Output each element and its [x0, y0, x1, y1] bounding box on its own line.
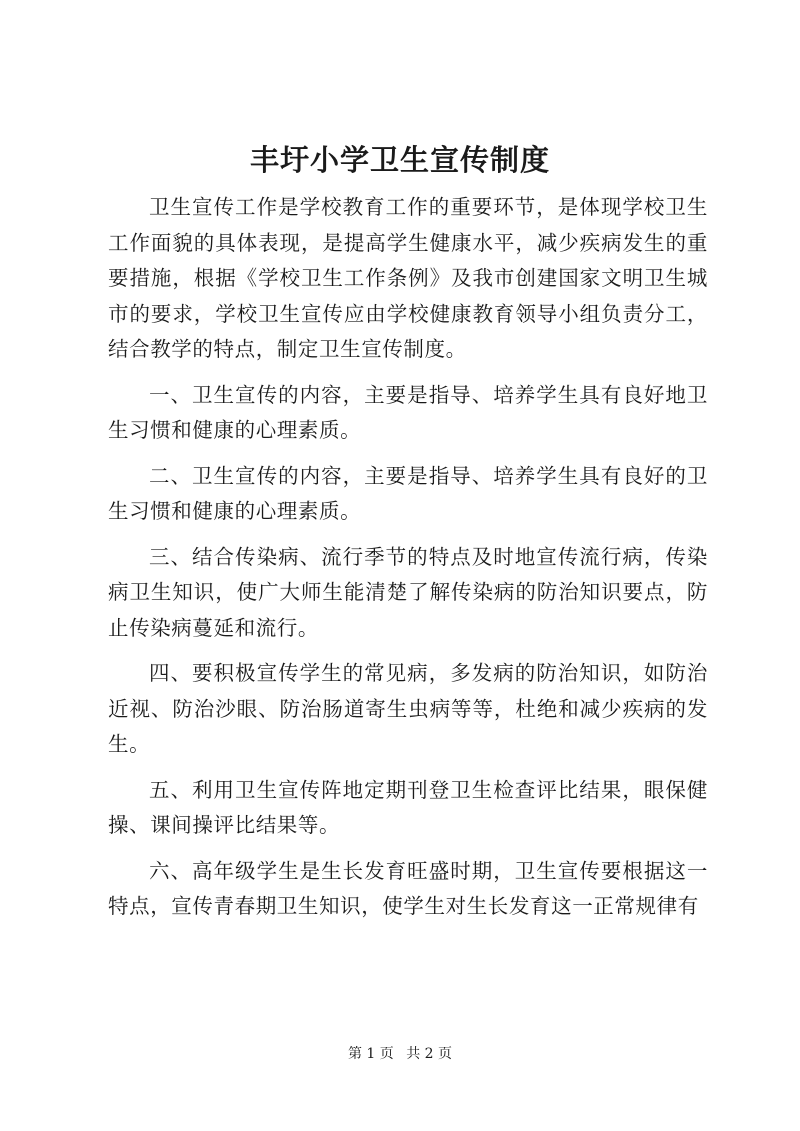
paragraph-item-3: 三、结合传染病、流行季节的特点及时地宣传流行病，传染病卫生知识，使广大师生能清楚了解传染病的防治知识要点，防止传染病蔓延和流行。 — [108, 544, 708, 640]
page-footer — [0, 1044, 800, 1064]
paragraph-item-4: 四、要积极宣传学生的常见病，多发病的防治知识，如防治近视、防治沙眼、防治肠道寄生虫病等等，杜绝和减少疾病的发生。 — [108, 661, 708, 756]
paragraph-item-2: 二、卫生宣传的内容，主要是指导、培养学生具有良好的卫生习惯和健康的心理素质。 — [108, 463, 708, 523]
paragraph-item-5: 五、利用卫生宣传阵地定期刊登卫生检查评比结果，眼保健操、课间操评比结果等。 — [108, 777, 708, 837]
page-number: 第 1 页 — [347, 1046, 394, 1062]
document-body — [108, 190, 708, 935]
paragraph-item-6: 六、高年级学生是生长发育旺盛时期，卫生宣传要根据这一特点，宣传青春期卫生知识，使学生对生长发育这一正常规律有 — [108, 858, 708, 918]
page-total: 共 2 页 — [406, 1046, 453, 1062]
paragraph-intro: 卫生宣传工作是学校教育工作的重要环节，是体现学校卫生工作面貌的具体表现，是提高学生健康水平，减少疾病发生的重要措施，根据《学校卫生工作条例》及我市创建国家文明卫生城市的要求，学校卫生宣传应由学校健康教育领导小组负责分工，结合教学的特点，制定卫生宣传制度。 — [108, 195, 708, 361]
paragraph-item-1: 一、卫生宣传的内容，主要是指导、培养学生具有良好地卫生习惯和健康的心理素质。 — [108, 382, 708, 442]
document-title: 丰圩小学卫生宣传制度 — [249, 143, 550, 177]
